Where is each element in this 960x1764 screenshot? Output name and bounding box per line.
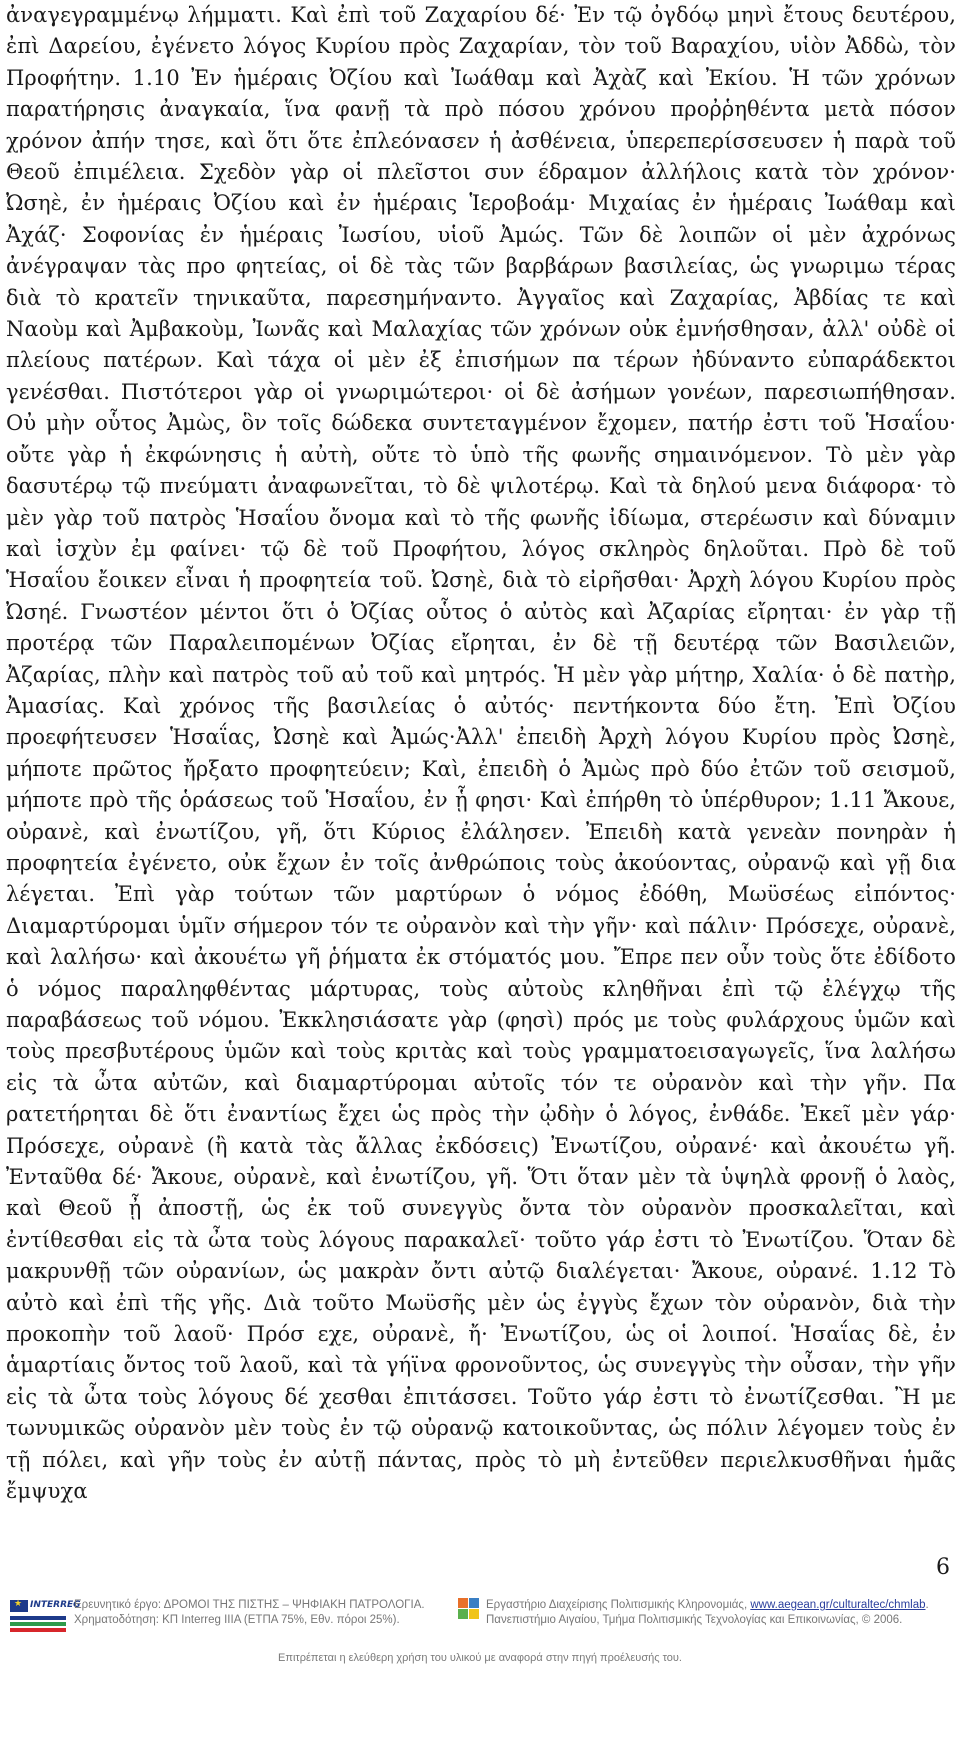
lab-line-suffix: .: [925, 1599, 929, 1611]
footer-right-text: [486, 1598, 929, 1628]
logo-stripe-green: [10, 1622, 66, 1626]
footer-project-info: [10, 1596, 450, 1646]
usage-notice: Επιτρέπεται η ελεύθερη χρήση του υλικού με αναφορά στην πηγή προέλευσής του.: [278, 1652, 682, 1664]
lab-logo-icon: [458, 1598, 480, 1620]
logo-stripe-red: [10, 1628, 66, 1632]
footer: [0, 1590, 960, 1710]
body-text: ἀναγεγραμμένῳ λήμματι. Καὶ ἐπὶ τοῦ Ζαχαρίου δέ· Ἐν τῷ ὀγδόῳ μηνὶ ἔτους δευτέρου, ἐπὶ Δαρείου, ἐγένετο λόγος Κυρίου πρὸς Ζαχαρίαν, τὸν τοῦ Βαραχίου, υἱὸν Ἀδδὼ, τὸν Προφήτην. 1.10 Ἐν ἡμέραις Ὀζίου καὶ Ἰωάθαμ καὶ Ἀχὰζ καὶ Ἐκίου. Ἡ τῶν χρόνων παρατήρησις ἀναγκαία, ἵνα φανῇ τὰ πρὸ πόσου χρόνου προῤῥηθέντα μετὰ πόσον χρόνον ἀπήν τησε, καὶ ὅτι ὅτε ἐπλεόνασεν ἡ ἀσθένεια, ὑπερεπερίσσευσεν ἡ παρὰ τοῦ Θεοῦ ἐπιμέλεια. Σχεδὸν γὰρ οἱ πλεῖστοι συν έδραμον ἀλλήλοις κατὰ τὸν χρόνον· Ὠσηὲ, ἐν ἡμέραις Ὀζίου καὶ ἐν ἡμέραις Ἱεροβοάμ· Μιχαίας ἐν ἡμέραις Ἰωάθαμ καὶ Ἀχάζ· Σοφονίας ἐν ἡμέραις Ἰωσίου, υἱοῦ Ἀμώς. Τῶν δὲ λοιπῶν οἱ μὲν ἀχρόνως ἀνέγραψαν τὰς προ φητείας, οἱ δὲ τὰς τῶν βαρβάρων βασιλείας, ὡς γνωριμω τέρας διὰ τὸ κρατεῖν τηνικαῦτα, παρεσημήναντο. Ἀγγαῖος καὶ Ζαχαρίας, Ἀβδίας τε καὶ Ναοὺμ καὶ Ἀμβακοὺμ, Ἰωνᾶς καὶ Μαλαχίας τῶν χρόνων οὐκ ἐμνήσθησαν, ἀλλ' οὐδὲ οἱ πλείους πατέρων. Καὶ τάχα οἱ μὲν ἐξ ἐπισήμων πα τέρων ἠδύναντο εὐπαράδεκτοι γενέσθαι. Πιστότεροι γὰρ οἱ γνωριμώτεροι· οἱ δὲ ἀσήμων γονέων, παρεσιωπήθησαν. Οὐ μὴν οὗτος Ἀμὼς, ὃν τοῖς δώδεκα συντεταγμένον ἔχομεν, πατήρ ἐστι τοῦ Ἡσαΐου· οὔτε γὰρ ἡ ἐκφώνησις ἡ αὐτὴ, οὔτε τὸ ὑπὸ τῆς φωνῆς σημαινόμενον. Τὸ μὲν γὰρ δασυτέρῳ τῷ πνεύματι ἀναφωνεῖται, τὸ δὲ ψιλοτέρῳ. Καὶ τὰ δηλού μενα διάφορα· τὸ μὲν γὰρ τοῦ πατρὸς Ἡσαΐου ὄνομα καὶ τὸ τῆς φωνῆς ἰδίωμα, στερέωσιν καὶ δύναμιν καὶ ἰσχὺν ἐμ φαίνει· τῷ δὲ τοῦ Προφήτου, λόγος σκληρὸς δηλοῦται. Πρὸ δὲ τοῦ Ἡσαΐου ἔοικεν εἶναι ἡ προφητεία τοῦ. Ὠσηὲ, διὰ τὸ εἰρῆσθαι· Ἀρχὴ λόγου Κυρίου πρὸς Ὠσηέ. Γνωστέον μέντοι ὅτι ὁ Ὀζίας οὗτος ὁ αὐτὸς καὶ Ἀζαρίας εἴρηται· ἐν γὰρ τῇ προτέρᾳ τῶν Παραλειπομένων Ὀζίας εἴρηται, ἐν δὲ τῇ δευτέρᾳ τῶν Βασιλειῶν, Ἀζαρίας, πλὴν καὶ πατρὸς τοῦ αὐ τοῦ καὶ μητρός. Ἡ μὲν γὰρ μήτηρ, Χαλία· ὁ δὲ πατὴρ, Ἀμασίας. Καὶ χρόνος τῆς βασιλείας ὁ αὐτός· πεντήκοντα δύο ἔτη. Ἐπὶ Ὀζίου προεφήτευσεν Ἡσαΐας, Ὠσηὲ καὶ Ἀμώς·Ἀλλ' ἐπειδὴ Ἀρχὴ λόγου Κυρίου πρὸς Ὠσηὲ, μήποτε πρῶτος ἤρξατο προφητεύειν; Καὶ, ἐπειδὴ ὁ Ἀμὼς πρὸ δύο ἐτῶν τοῦ σεισμοῦ, μήποτε πρὸ τῆς ὁράσεως τοῦ Ἡσαΐου, ἐν ᾗ φησι· Καὶ ἐπήρθη τὸ ὑπέρθυρον; 1.11 Ἄκουε, οὐρανὲ, καὶ ἐνωτίζου, γῆ, ὅτι Κύριος ἐλάλησεν. Ἐπειδὴ κατὰ γενεὰν πονηρὰν ἡ προφητεία ἐγένετο, οὐκ ἔχων ἐν τοῖς ἀνθρώποις τοὺς ἀκούοντας, οὐρανῷ καὶ γῇ δια λέγεται. Ἐπὶ γὰρ τούτων τῶν μαρτύρων ὁ νόμος ἐδόθη, Μωϋσέως εἰπόντος· Διαμαρτύρομαι ὑμῖν σήμερον τόν τε οὐρανὸν καὶ τὴν γῆν· καὶ πάλιν· Πρόσεχε, οὐρανὲ, καὶ λαλήσω· καὶ ἀκουέτω γῆ ῥήματα ἐκ στόματός μου. Ἔπρε πεν οὖν τοὺς ὅτε ἐδίδοτο ὁ νόμος παραληφθέντας μάρτυρας, τοὺς αὐτοὺς κληθῆναι ἐπὶ τῷ ἐλέγχῳ τῆς παραβάσεως τοῦ νόμου. Ἐκκλησιάσατε γὰρ (φησὶ) πρός με τοὺς φυλάρχους ὑμῶν καὶ τοὺς πρεσβυτέρους ὑμῶν καὶ τοὺς κριτὰς καὶ τοὺς γραμματοεισαγωγεῖς, ἵνα λαλήσω εἰς τὰ ὦτα αὐτῶν, καὶ διαμαρτύρομαι αὐτοῖς τόν τε οὐρανὸν καὶ τὴν γῆν. Πα ρατετήρηται δὲ ὅτι ἐναντίως ἔχει ὡς πρὸς τὴν ᾠδὴν ὁ λόγος, ἐνθάδε. Ἐκεῖ μὲν γάρ· Πρόσεχε, οὐρανὲ (ἢ κατὰ τὰς ἄλλας ἐκδόσεις) Ἐνωτίζου, οὐρανέ· καὶ ἀκουέτω γῆ. Ἐνταῦθα δέ· Ἄκουε, οὐρανὲ, καὶ ἐνωτίζου, γῆ. Ὅτι ὅταν μὲν τὰ ὑψηλὰ φρονῇ ὁ λαὸς, καὶ Θεοῦ ᾖ ἀποστῇ, ὡς ἐκ τοῦ συνεγγὺς ὄντα τὸν οὐρανὸν προσκαλεῖται, καὶ ἐντίθεσθαι εἰς τὰ ὦτα τοὺς λόγους παρακαλεῖ· τοῦτο γάρ ἐστι τὸ Ἐνωτίζου. Ὅταν δὲ μακρυνθῇ τῶν οὐρανίων, ὡς μακρὰν ὄντι αὐτῷ διαλέγεται· Ἄκουε, οὐρανέ. 1.12 Τὸ αὐτὸ καὶ ἐπὶ τῆς γῆς. Διὰ τοῦτο Μωϋσῆς μὲν ὡς ἐγγὺς ἔχων τὸν οὐρανὸν, διὰ τὴν προκοπὴν τοῦ λαοῦ· Πρόσ εχε, οὐρανὲ, ἤ· Ἐνωτίζου, ὡς οἱ λοιποί. Ἡσαΐας δὲ, ἐν ἁμαρτίαις ὄντος τοῦ λαοῦ, καὶ τὰ γήϊνα φρονοῦντος, ὡς συνεγγὺς τὴν οὖσαν, τὴν γῆν εἰς τὰ ὦτα τοὺς λόγους δέ χεσθαι ἐπιτάσσει. Τοῦτο γάρ ἐστι τὸ ἐνωτίζεσθαι. Ἢ με τωνυμικῶς οὐρανὸν μὲν τοὺς ἐν τῷ οὐρανῷ κατοικοῦντας, ὡς πόλιν λέγομεν τοὺς ἐν τῇ πόλει, καὶ γῆν τοὺς ἐν αὐτῇ πάντας, πρὸς τὸ μὴ ἐντεῦθεν περιελκυσθῆναι ἡμᾶς ἔμψυχα: [6, 3, 956, 1504]
university-line: Πανεπιστήμιο Αιγαίου, Τμήμα Πολιτισμικής Τεχνολογίας και Επικοινωνίας, © 2006.: [486, 1614, 903, 1626]
page-number: 6: [936, 1555, 950, 1580]
eu-flag-icon: [10, 1600, 28, 1612]
logo-stripe-blue: [10, 1616, 66, 1620]
lab-name: Εργαστήριο Διαχείρισης Πολιτισμικής Κληρονομιάς,: [486, 1599, 751, 1611]
footer-left-text: [74, 1598, 425, 1628]
lab-line: [486, 1598, 929, 1613]
interreg-logo-text: INTERREG: [30, 1600, 81, 1610]
funding-line: Χρηματοδότηση: ΚΠ Interreg IIIA (ΕΤΠΑ 75%, Εθν. πόροι 25%).: [74, 1614, 400, 1626]
interreg-eu-logo: [10, 1600, 81, 1632]
project-title-line: Ερευνητικό έργο: ΔΡΟΜΟΙ ΤΗΣ ΠΙΣΤΗΣ – ΨΗΦΙΑΚΗ ΠΑΤΡΟΛΟΓΙΑ.: [74, 1599, 425, 1611]
lab-website-link[interactable]: www.aegean.gr/culturaltec/chmlab: [750, 1599, 926, 1611]
footer-lab-info: [458, 1596, 958, 1646]
